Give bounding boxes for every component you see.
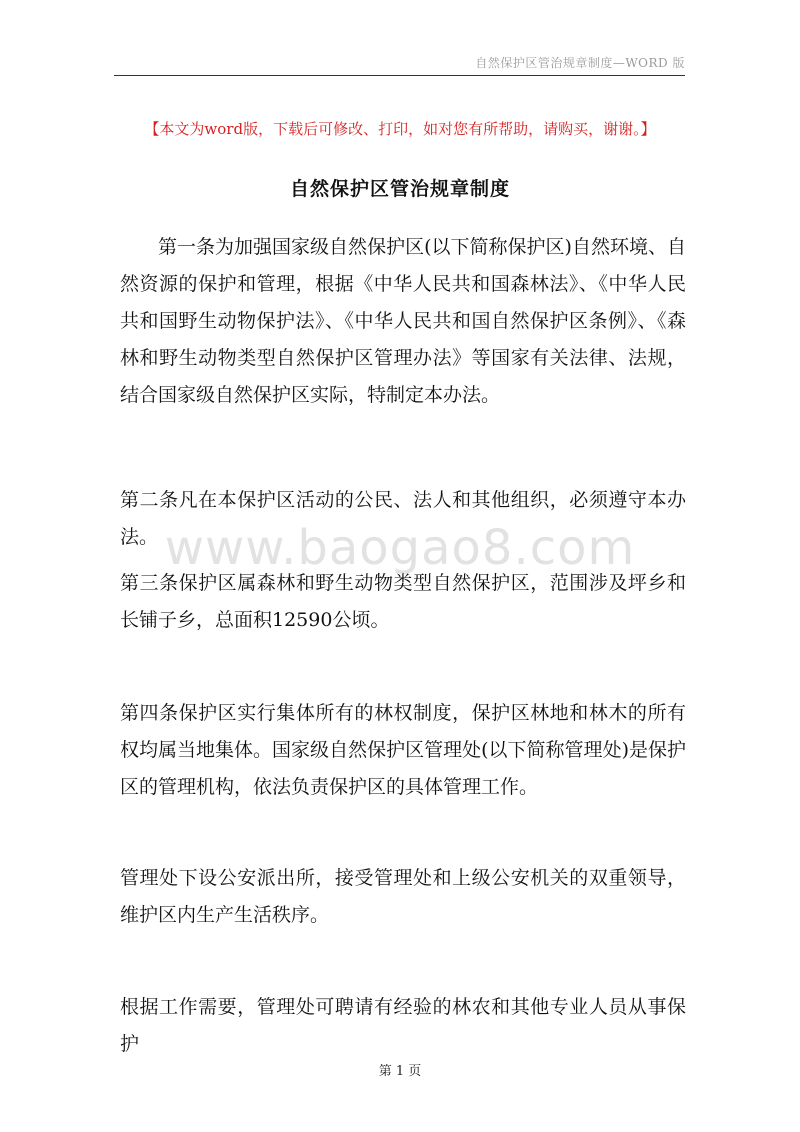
watermark: www.baogao8.com <box>164 520 636 576</box>
header-divider <box>114 75 685 76</box>
document-title: 自然保护区管治规章制度 <box>289 178 510 200</box>
page-number: 第 1 页 <box>378 1064 422 1079</box>
paragraph-article-4: 第四条保护区实行集体所有的林权制度，保护区林地和林木的所有权均属当地集体。国家级自然保护区管理处(以下简称管理处)是保护区的管理机构，依法负责保护区的具体管理工作。 <box>120 702 686 798</box>
download-notice: 【本文为word版，下载后可修改、打印，如对您有所帮助，请购买，谢谢。】 <box>144 120 656 138</box>
paragraph-hiring: 根据工作需要，管理处可聘请有经验的林农和其他专业人员从事保护 <box>120 996 686 1055</box>
paragraph-police-station: 管理处下设公安派出所，接受管理处和上级公安机关的双重领导，维护区内生产生活秩序。 <box>120 867 686 926</box>
paragraph-article-1: 第一条为加强国家级自然保护区(以下简称保护区)自然环境、自然资源的保护和管理，根据《中华人民共和国森林法》、《中华人民共和国野生动物保护法》、《中华人民共和国自然保护区条例》、《森林和野生动物类型自然保护区管理办法》等国家有关法律、法规，结合国家级自然保护区实际，特制定本办法。 <box>120 236 686 406</box>
running-header: 自然保护区管治规章制度—WORD 版 <box>475 56 685 70</box>
paragraph-article-2: 第二条凡在本保护区活动的公民、法人和其他组织，必须遵守本办法。 <box>120 489 686 548</box>
paragraph-article-3: 第三条保护区属森林和野生动物类型自然保护区，范围涉及坪乡和长铺子乡，总面积12590公顷。 <box>120 572 686 631</box>
